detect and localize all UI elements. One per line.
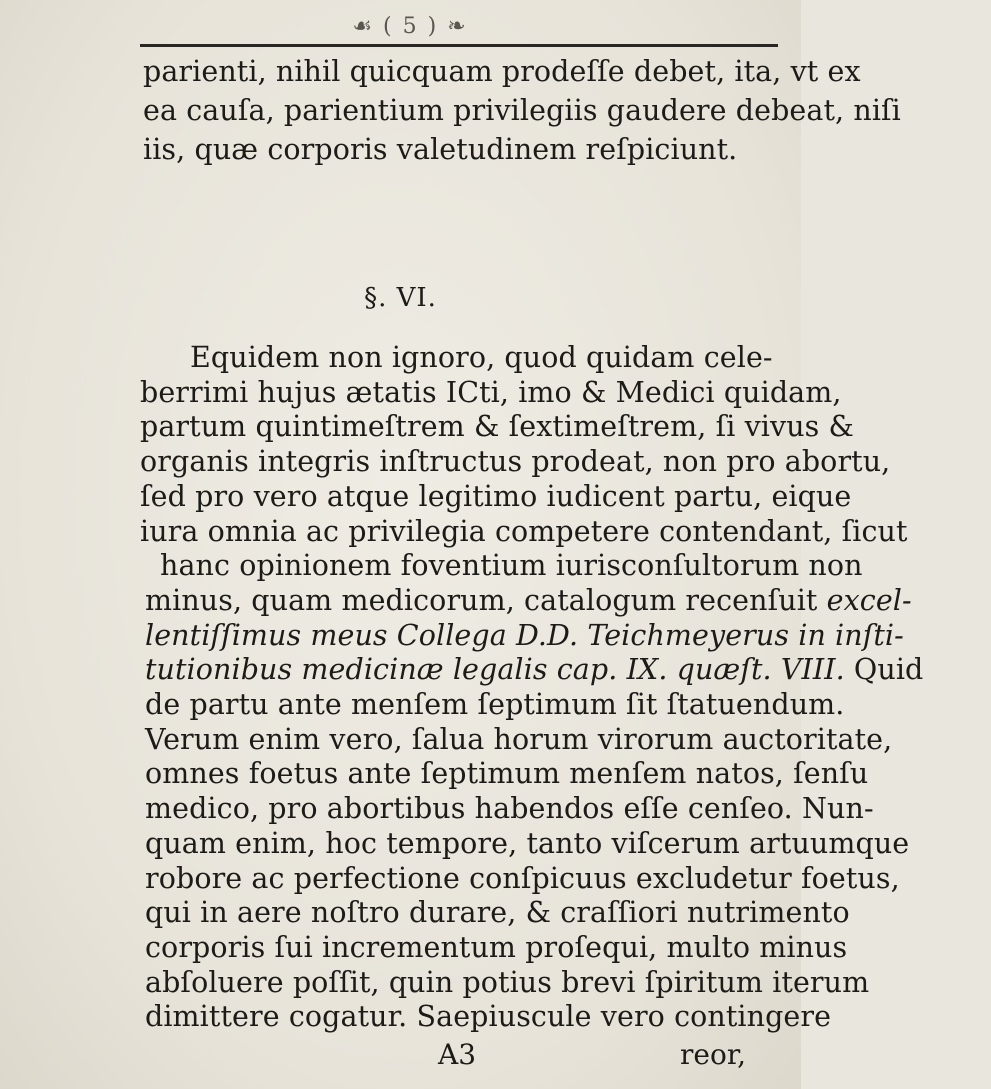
body-line-italic: tutionibus medicinæ legalis cap. IX. quæſt. VIII. [145,653,845,687]
body-line-roman: corporis ſui incrementum proſequi, multo minus [145,930,848,964]
body-line-roman: quam enim, hoc tempore, tanto viſcerum artuumque [145,826,910,860]
body-line-italic: lentiſſimus meus Collega D.D. Teichmeyerus in inſti- [145,618,904,652]
body-line-roman: abſoluere poſſit, quin potius brevi ſpiritum iterum [145,965,870,999]
body-line-roman: omnes foetus ante ſeptimum menſem natos, ſenſu [145,757,869,791]
body-line-roman: robore ac perfectione conſpicuus excludetur foetus, [145,861,900,895]
body-line-roman: iura omnia ac privilegia competere contendant, ſicut [140,514,908,548]
body-line-italic: excel- [826,583,912,617]
header-rule [140,44,778,47]
body-line-roman: dimittere cogatur. Saepiuscule vero contingere [145,1000,832,1034]
page-number-ornament: ☙ ( 5 ) ❧ [352,14,468,39]
section-heading: §. VI. [364,283,437,313]
body-line-roman: partum quintimeſtrem & ſextimeſtrem, ſi vivus & [140,410,855,444]
body-line-roman: minus, quam medicorum, catalogum recenſuit [145,583,827,617]
body-line-roman: Equidem non ignoro, quod quidam cele- [190,341,773,374]
body-line-roman: de partu ante menſem ſeptimum ſit ſtatuendum. [145,688,845,721]
body-line-roman: berrimi hujus ætatis ICti, imo & Medici quidam, [140,375,842,409]
signature-mark: A3 [438,1038,477,1071]
body-line [145,997,946,1037]
body-line-roman: organis integris inſtructus prodeat, non pro abortu, [140,445,891,479]
footer-signature-line [0,1035,801,1079]
body-line-roman: hanc opinionem foventium iurisconſultorum non [160,549,863,583]
body-line-roman-after: Quid [844,653,924,687]
text-line: ea cauſa, parientium privilegiis gaudere debeat, niſi [143,94,901,127]
body-line-roman: qui in aere noſtro durare, & craſſiori nutrimento [145,896,850,930]
text-line: parienti, nihil quicquam prodeſſe debet, ita, vt ex [143,55,861,88]
body-line-roman: medico, pro abortibus habendos eſſe cenſeo. Nun- [145,792,874,826]
catchword: reor, [680,1038,747,1071]
body-line-roman: Verum enim vero, ſalua horum virorum auctoritate, [145,722,893,756]
body-line-roman: ſed pro vero atque legitimo iudicent partu, eique [140,479,852,513]
text-line: iis, quæ corporis valetudinem reſpiciunt. [143,133,738,166]
